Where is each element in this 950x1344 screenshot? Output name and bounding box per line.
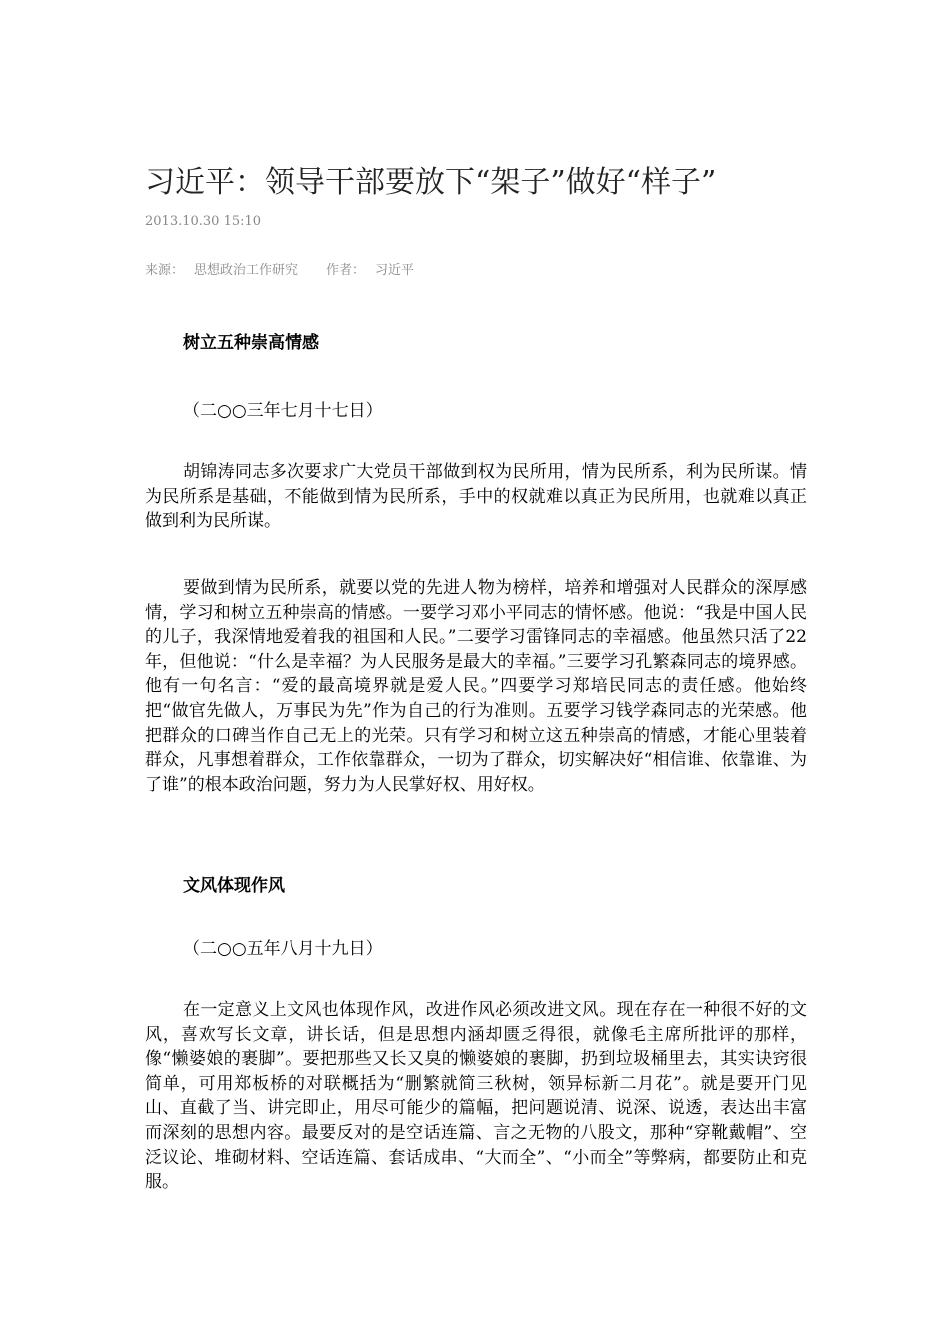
article-byline xyxy=(145,259,414,278)
section-date: （二○○五年八月十九日） xyxy=(183,939,383,959)
source-label: 来源： xyxy=(145,263,185,278)
source-value: 思想政治工作研究 xyxy=(194,263,299,278)
author-label: 作者： xyxy=(326,263,366,278)
paragraph: 在一定意义上文风也体现作风，改进作风必须改进文风。现在存在一种很不好的文风，喜欢写长文章，讲长话，但是思想内涵却匮乏得很，就像毛主席所批评的那样，像“懒婆娘的裹脚”。要把那些又长又臭的懒婆娘的裹脚，扔到垃圾桶里去，其实诀窍很简单，可用郑板桥的对联概括为“删繁就简三秋树，领异标新二月花”。就是要开门见山、直截了当、讲完即止，用尽可能少的篇幅，把问题说清、说深、说透，表达出丰富而深刻的思想内容。最要反对的是空话连篇、言之无物的八股文，那种“穿靴戴帽”、空泛议论、堆砌材料、空话连篇、套话成串、“大而全”、“小而全”等弊病，都要防止和克服。 xyxy=(145,1000,807,1193)
section-heading: 文风体现作风 xyxy=(183,876,285,896)
author-value: 习近平 xyxy=(375,263,415,278)
paragraph: 要做到情为民所系，就要以党的先进人物为榜样，培养和增强对人民群众的深厚感情，学习和树立五种崇高的情感。一要学习邓小平同志的情怀感。他说：“我是中国人民的儿子，我深情地爱着我的祖国和人民。”二要学习雷锋同志的幸福感。他虽然只活了22年，但他说：“什么是幸福？为人民服务是最大的幸福。”三要学习孔繁森同志的境界感。他有一句名言：“爱的最高境界就是爱人民。”四要学习郑培民同志的责任感。他始终把“做官先做人，万事民为先”作为自己的行为准则。五要学习钱学森同志的光荣感。他把群众的口碑当作自己无上的光荣。只有学习和树立这五种崇高的情感，才能心里装着群众，凡事想着群众，工作依靠群众，一切为了群众，切实解决好“相信谁、依靠谁、为了谁”的根本政治问题，努力为人民掌好权、用好权。 xyxy=(145,578,807,795)
section-heading: 树立五种崇高情感 xyxy=(183,333,319,353)
article-datetime: 2013.10.30 15:10 xyxy=(145,214,262,229)
section-date: （二○○三年七月十七日） xyxy=(183,401,383,421)
article-title: 习近平：领导干部要放下“架子”做好“样子” xyxy=(145,165,717,200)
paragraph: 胡锦涛同志多次要求广大党员干部做到权为民所用，情为民所系，利为民所谋。情为民所系是基础，不能做到情为民所系，手中的权就难以真正为民所用，也就难以真正做到利为民所谋。 xyxy=(145,462,807,532)
